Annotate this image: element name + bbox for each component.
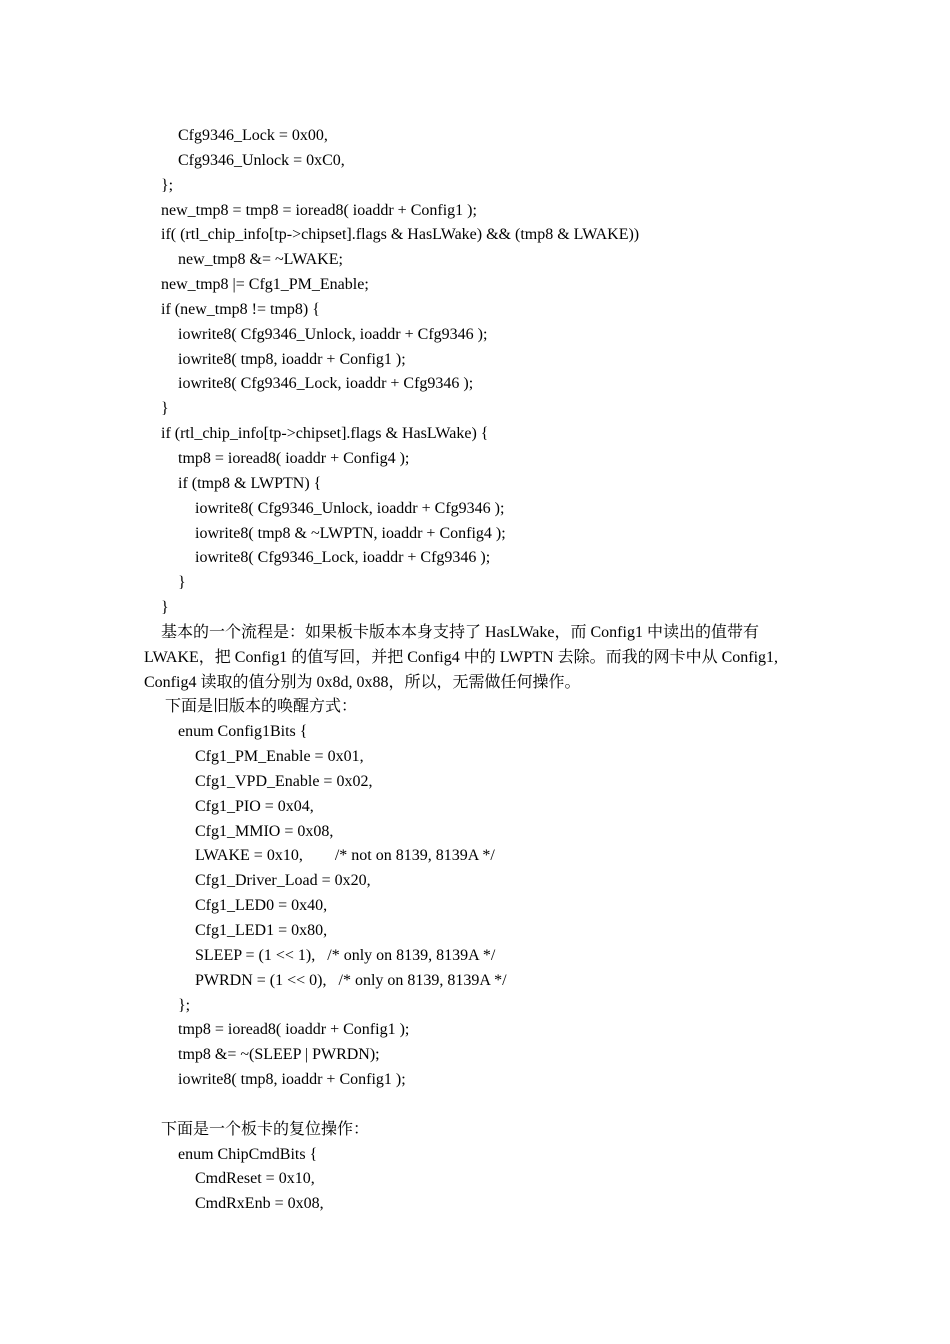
text-line: 下面是一个板卡的复位操作：	[161, 1120, 370, 1138]
text-line: Cfg1_LED1 = 0x80,	[195, 922, 328, 939]
text-line: CmdReset = 0x10,	[195, 1170, 315, 1188]
text-line: Cfg1_MMIO = 0x08,	[195, 822, 334, 840]
text-line: 基本的一个流程是：如果板卡版本本身支持了 HasLWake，而 Config1 中读出的值带有	[161, 623, 759, 641]
text-line: Cfg9346_Unlock = 0xC0,	[178, 151, 345, 169]
text-line: Cfg1_LED0 = 0x40,	[195, 897, 328, 915]
text-line: new_tmp8 &= ~LWAKE;	[178, 251, 343, 269]
text-line: enum ChipCmdBits {	[178, 1145, 318, 1163]
text-line: if (rtl_chip_info[tp->chipset].flags & HasLWake) {	[161, 425, 489, 443]
text-line: Cfg1_Driver_Load = 0x20,	[195, 872, 371, 890]
text-line: CmdRxEnb = 0x08,	[195, 1195, 324, 1213]
text-line: LWAKE = 0x10, /* not on 8139, 8139A */	[195, 847, 495, 865]
text-line: }	[161, 400, 169, 418]
text-line: if (new_tmp8 != tmp8) {	[161, 300, 320, 318]
text-line: tmp8 = ioread8( ioaddr + Config4 );	[178, 449, 410, 467]
text-line: iowrite8( tmp8 & ~LWPTN, ioaddr + Config4 );	[195, 524, 506, 542]
text-line: };	[178, 996, 191, 1014]
text-line: iowrite8( Cfg9346_Unlock, ioaddr + Cfg9346 );	[178, 325, 488, 343]
text-line: iowrite8( Cfg9346_Unlock, ioaddr + Cfg9346 );	[195, 499, 505, 517]
text-line: tmp8 = ioread8( ioaddr + Config1 );	[178, 1021, 410, 1039]
text-line: iowrite8( Cfg9346_Lock, ioaddr + Cfg9346 );	[178, 375, 474, 393]
text-line: 下面是旧版本的唤醒方式：	[165, 698, 358, 716]
text-line: }	[161, 599, 169, 617]
text-line: Cfg9346_Lock = 0x00,	[178, 127, 328, 144]
text-line: iowrite8( tmp8, ioaddr + Config1 );	[178, 1071, 406, 1089]
text-line: PWRDN = (1 << 0), /* only on 8139, 8139A */	[195, 971, 507, 989]
document-page	[0, 124, 950, 1217]
blank-line	[0, 1093, 950, 1118]
text-line: };	[161, 176, 174, 194]
text-line: SLEEP = (1 << 1), /* only on 8139, 8139A */	[195, 946, 496, 964]
text-line: tmp8 &= ~(SLEEP | PWRDN);	[178, 1046, 380, 1064]
text-line: new_tmp8 = tmp8 = ioread8( ioaddr + Config1 );	[161, 201, 477, 219]
text-line: enum Config1Bits {	[178, 723, 308, 741]
text-line: LWAKE，把 Config1 的值写回，并把 Config4 中的 LWPTN 去除。而我的网卡中从 Config1,	[144, 648, 779, 666]
text-line: Cfg1_PM_Enable = 0x01,	[195, 748, 364, 766]
text-line: if (tmp8 & LWPTN) {	[178, 474, 322, 492]
text-line: if( (rtl_chip_info[tp->chipset].flags & HasLWake) && (tmp8 & LWAKE))	[161, 226, 640, 244]
text-line: iowrite8( Cfg9346_Lock, ioaddr + Cfg9346 );	[195, 549, 491, 567]
text-line: Cfg1_VPD_Enable = 0x02,	[195, 772, 373, 790]
text-line: }	[178, 574, 186, 592]
text-line: Cfg1_PIO = 0x04,	[195, 797, 314, 815]
text-line: new_tmp8 |= Cfg1_PM_Enable;	[161, 276, 369, 294]
text-line: iowrite8( tmp8, ioaddr + Config1 );	[178, 350, 406, 368]
text-line: Config4 读取的值分别为 0x8d, 0x88，所以，无需做任何操作。	[144, 673, 581, 691]
